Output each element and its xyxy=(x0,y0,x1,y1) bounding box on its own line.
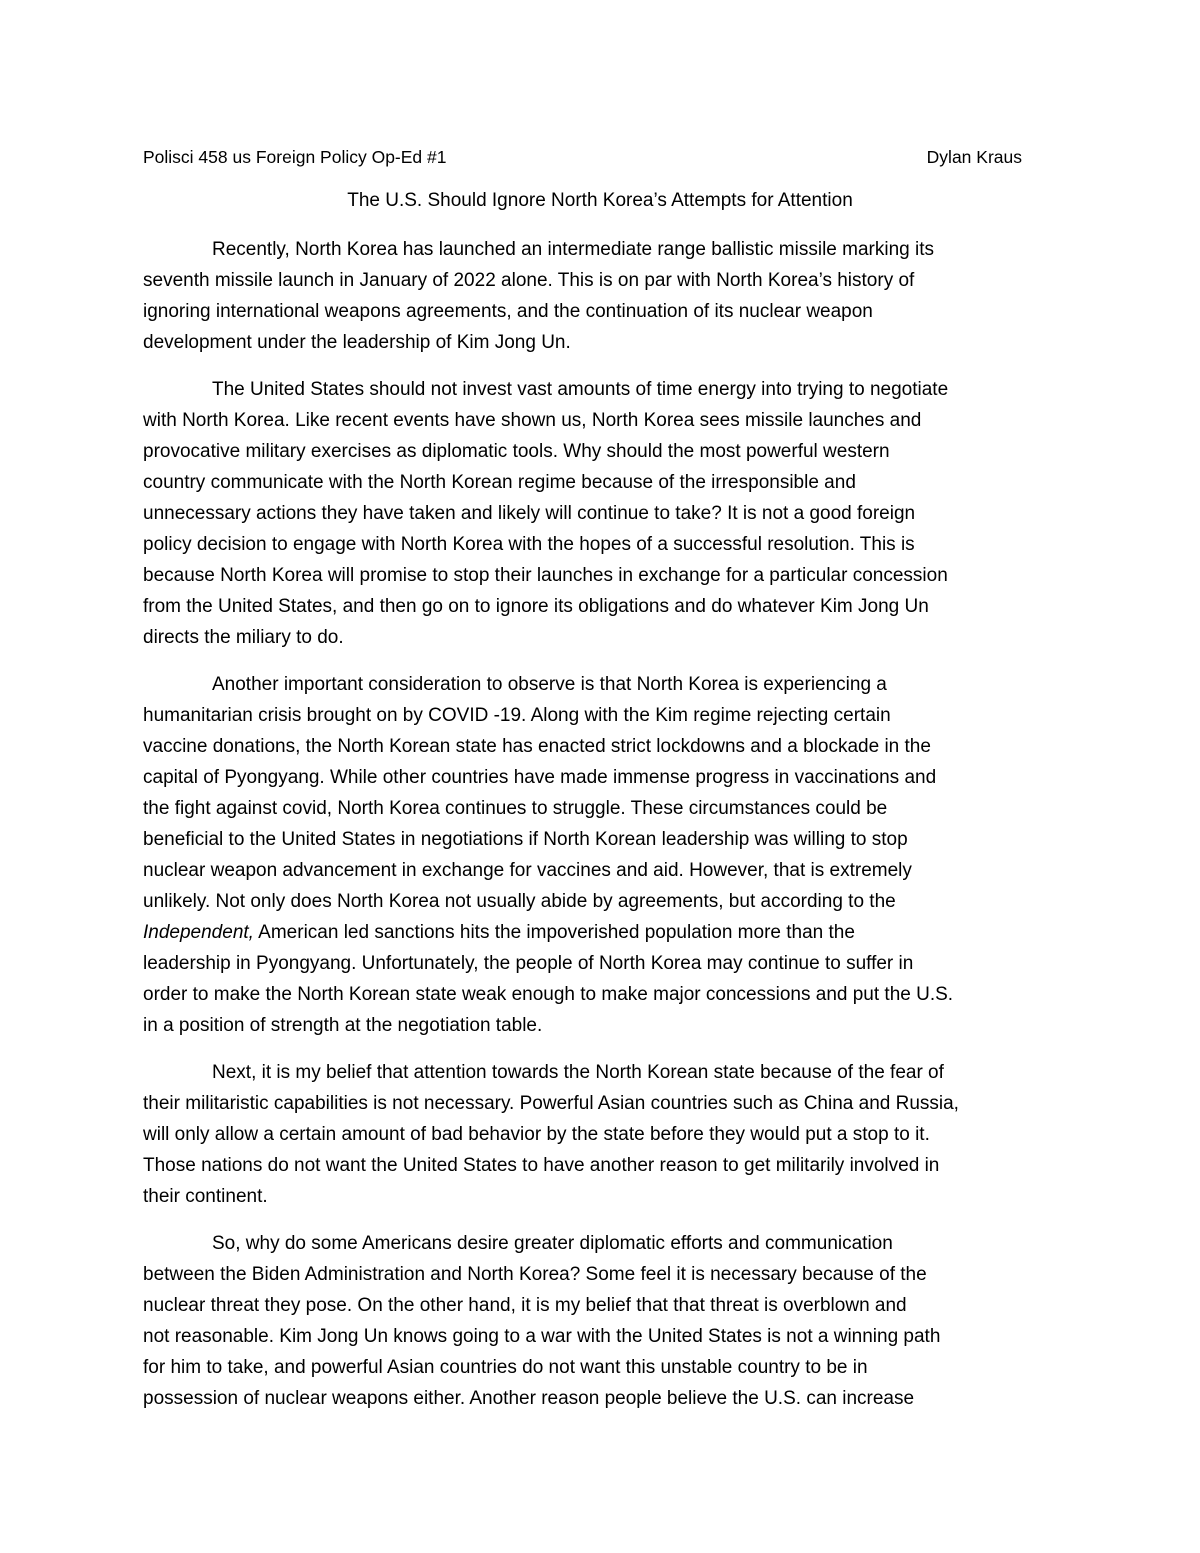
text-line: Next, it is my belief that attention towards the North Korean state because of the fear of xyxy=(212,1062,944,1083)
paragraph-1 xyxy=(143,234,1058,358)
text-line: vaccine donations, the North Korean state has enacted strict lockdowns and a blockade in the xyxy=(143,736,931,757)
text-line: Recently, North Korea has launched an intermediate range ballistic missile marking its xyxy=(212,239,934,260)
text-line: country communicate with the North Korean regime because of the irresponsible and xyxy=(143,472,856,493)
text-line: will only allow a certain amount of bad behavior by the state before they would put a stop to it. xyxy=(143,1124,930,1145)
text-line: capital of Pyongyang. While other countries have made immense progress in vaccinations and xyxy=(143,767,937,788)
text-line: The United States should not invest vast amounts of time energy into trying to negotiate xyxy=(212,379,949,400)
text-line: beneficial to the United States in negotiations if North Korean leadership was willing to stop xyxy=(143,829,908,850)
text-line: development under the leadership of Kim Jong Un. xyxy=(143,332,571,353)
essay-body xyxy=(143,234,1058,1430)
paragraph-3 xyxy=(143,669,1058,1041)
text-line: because North Korea will promise to stop their launches in exchange for a particular concession xyxy=(143,565,948,586)
paragraph-5 xyxy=(143,1228,1058,1414)
text-line: their militaristic capabilities is not necessary. Powerful Asian countries such as China and Russia, xyxy=(143,1093,959,1114)
author-name: Dylan Kraus xyxy=(926,147,1022,167)
text-line: Those nations do not want the United States to have another reason to get militarily involved in xyxy=(143,1155,940,1176)
paragraph-2 xyxy=(143,374,1058,653)
text-line: in a position of strength at the negotiation table. xyxy=(143,1015,543,1036)
text-line: So, why do some Americans desire greater diplomatic efforts and communication xyxy=(212,1233,893,1254)
text-line: between the Biden Administration and North Korea? Some feel it is necessary because of the xyxy=(143,1264,927,1285)
text-line: possession of nuclear weapons either. Another reason people believe the U.S. can increase xyxy=(143,1388,915,1409)
text-line: order to make the North Korean state weak enough to make major concessions and put the U.S. xyxy=(143,984,954,1005)
text-line: nuclear weapon advancement in exchange for vaccines and aid. However, that is extremely xyxy=(143,860,912,881)
text-line: not reasonable. Kim Jong Un knows going to a war with the United States is not a winning path xyxy=(143,1326,941,1347)
text-line: with North Korea. Like recent events have shown us, North Korea sees missile launches and xyxy=(143,410,922,431)
text-line: from the United States, and then go on to ignore its obligations and do whatever Kim Jong Un xyxy=(143,596,929,617)
essay-title: The U.S. Should Ignore North Korea’s Attempts for Attention xyxy=(347,190,853,211)
paragraph-4 xyxy=(143,1057,1058,1212)
text-line: unnecessary actions they have taken and likely will continue to take? It is not a good foreign xyxy=(143,503,916,524)
text-line: their continent. xyxy=(143,1186,268,1207)
text-line: for him to take, and powerful Asian countries do not want this unstable country to be in xyxy=(143,1357,868,1378)
text-line: ignoring international weapons agreements, and the continuation of its nuclear weapon xyxy=(143,301,873,322)
text-line: leadership in Pyongyang. Unfortunately, the people of North Korea may continue to suffer in xyxy=(143,953,914,974)
course-label: Polisci 458 us Foreign Policy Op-Ed #1 xyxy=(143,147,447,167)
source-citation: Independent, xyxy=(143,922,254,943)
text-line: policy decision to engage with North Korea with the hopes of a successful resolution. This is xyxy=(143,534,915,555)
text-line: directs the miliary to do. xyxy=(143,627,344,648)
header-line xyxy=(143,146,1022,168)
text-line: seventh missile launch in January of 2022 alone. This is on par with North Korea’s history of xyxy=(143,270,915,291)
text-line: Another important consideration to observe is that North Korea is experiencing a xyxy=(212,674,887,695)
text-line: the fight against covid, North Korea continues to struggle. These circumstances could be xyxy=(143,798,888,819)
text-line xyxy=(143,917,1058,948)
text-line: nuclear threat they pose. On the other hand, it is my belief that that threat is overblown and xyxy=(143,1295,907,1316)
text-line: provocative military exercises as diplomatic tools. Why should the most powerful western xyxy=(143,441,890,462)
text-line: humanitarian crisis brought on by COVID -19. Along with the Kim regime rejecting certain xyxy=(143,705,891,726)
text-line: unlikely. Not only does North Korea not usually abide by agreements, but according to the xyxy=(143,891,896,912)
text-segment: American led sanctions hits the impoverished population more than the xyxy=(253,922,855,943)
